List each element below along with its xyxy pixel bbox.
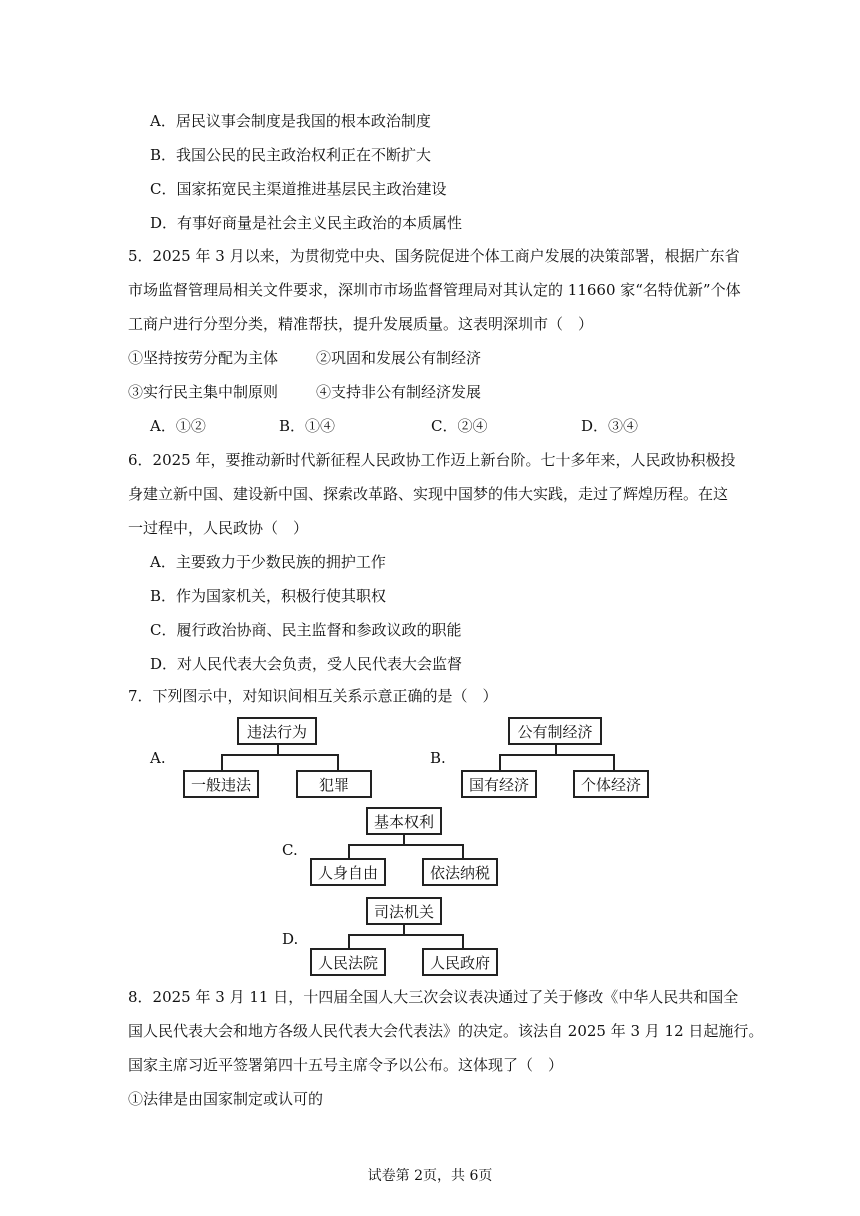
diagram-c-right: 依法纳税 bbox=[422, 858, 498, 886]
diagram-b-left: 国有经济 bbox=[461, 770, 537, 798]
diagram-d-root: 司法机关 bbox=[366, 897, 442, 925]
diagram-a-root: 违法行为 bbox=[237, 717, 317, 745]
q8-item-1: ①法律是由国家制定或认可的 bbox=[128, 1090, 324, 1108]
q5-choice-c: C．②④ bbox=[431, 417, 488, 435]
diagram-b-right: 个体经济 bbox=[573, 770, 649, 798]
q5-choice-a: A．①② bbox=[150, 417, 206, 435]
q6-stem-line-1: 6．2025 年，要推动新时代新征程人民政协工作迈上新台阶。七十多年来，人民政协积极投 bbox=[128, 451, 736, 469]
diagram-b-stem bbox=[555, 745, 557, 754]
q6-option-c: C．履行政治协商、民主监督和参政议政的职能 bbox=[150, 621, 462, 639]
diagram-d-label: D. bbox=[282, 930, 299, 948]
q5-item-3: ③实行民主集中制原则 bbox=[128, 383, 279, 401]
diagram-b-root: 公有制经济 bbox=[508, 717, 602, 745]
q5-stem-line-2: 市场监督管理局相关文件要求，深圳市市场监督管理局对其认定的 11660 家“名特优新”个体 bbox=[128, 281, 741, 299]
diagram-a-left: 一般违法 bbox=[183, 770, 259, 798]
q5-item-2: ②巩固和发展公有制经济 bbox=[316, 349, 482, 367]
diagram-d-stem bbox=[403, 925, 405, 934]
q5-stem-line-1: 5．2025 年 3 月以来，为贯彻党中央、国务院促进个体工商户发展的决策部署，根据广东省 bbox=[128, 247, 740, 265]
diagram-a-right: 犯罪 bbox=[296, 770, 372, 798]
q6-stem-line-3: 一过程中，人民政协（ ） bbox=[128, 519, 309, 537]
q8-stem-line-1: 8．2025 年 3 月 11 日，十四届全国人大三次会议表决通过了关于修改《中华人民共和国全 bbox=[128, 988, 739, 1006]
diagram-c-label: C. bbox=[282, 841, 298, 859]
q8-stem-line-2: 国人民代表大会和地方各级人民代表大会代表法》的决定。该法自 2025 年 3 月 12 日起施行。 bbox=[128, 1022, 764, 1040]
q4-option-a: A．居民议事会制度是我国的根本政治制度 bbox=[150, 112, 431, 130]
q5-choice-d: D．③④ bbox=[581, 417, 639, 435]
q4-option-c: C．国家拓宽民主渠道推进基层民主政治建设 bbox=[150, 180, 447, 198]
q5-choice-b: B．①④ bbox=[279, 417, 336, 435]
q6-option-b: B．作为国家机关，积极行使其职权 bbox=[150, 587, 387, 605]
diagram-a-label: A. bbox=[150, 749, 166, 767]
diagram-c-root: 基本权利 bbox=[366, 807, 442, 835]
q5-stem-line-3: 工商户进行分型分类，精准帮扶，提升发展质量。这表明深圳市（ ） bbox=[128, 315, 594, 333]
q8-stem-line-3: 国家主席习近平签署第四十五号主席令予以公布。这体现了（ ） bbox=[128, 1056, 564, 1074]
q5-item-4: ④支持非公有制经济发展 bbox=[316, 383, 482, 401]
diagram-b-label: B. bbox=[430, 749, 446, 767]
diagram-c-stem bbox=[403, 835, 405, 844]
diagram-d-right: 人民政府 bbox=[422, 948, 498, 976]
q5-item-1: ①坚持按劳分配为主体 bbox=[128, 349, 279, 367]
diagram-c-left: 人身自由 bbox=[310, 858, 386, 886]
page-footer: 试卷第 2页，共 6页 bbox=[367, 1168, 493, 1184]
diagram-a-stem bbox=[277, 745, 279, 754]
q6-option-d: D．对人民代表大会负责，受人民代表大会监督 bbox=[150, 655, 463, 673]
q6-stem-line-2: 身建立新中国、建设新中国、探索改革路、实现中国梦的伟大实践，走过了辉煌历程。在这 bbox=[128, 485, 729, 503]
q7-stem: 7．下列图示中，对知识间相互关系示意正确的是（ ） bbox=[128, 687, 498, 705]
q6-option-a: A．主要致力于少数民族的拥护工作 bbox=[150, 553, 386, 571]
diagram-d-left: 人民法院 bbox=[310, 948, 386, 976]
q4-option-b: B．我国公民的民主政治权利正在不断扩大 bbox=[150, 146, 432, 164]
q4-option-d: D．有事好商量是社会主义民主政治的本质属性 bbox=[150, 214, 463, 232]
